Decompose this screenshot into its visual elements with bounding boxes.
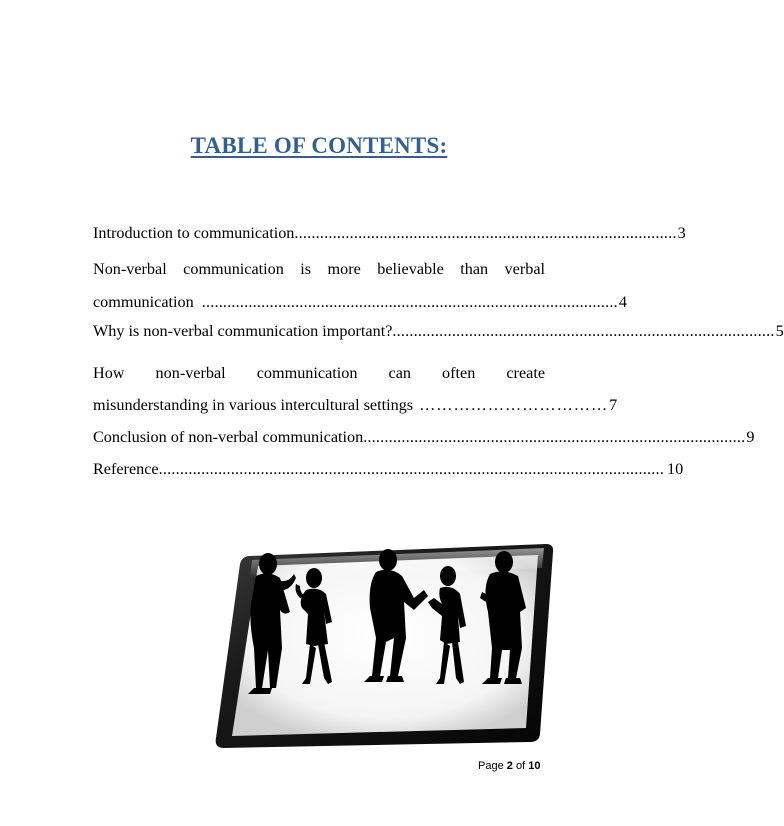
toc-leader-dots: …………………………… xyxy=(419,396,609,414)
toc-title: TABLE OF CONTENTS: xyxy=(190,133,448,158)
toc-entry-label: Introduction to communication xyxy=(93,224,295,242)
toc-page-number: 9 xyxy=(746,428,755,446)
footer-current-page: 2 xyxy=(506,760,513,772)
toc-entry-6[interactable] xyxy=(93,458,684,480)
footer-total-pages: 10 xyxy=(528,760,541,772)
toc-page-number: 5 xyxy=(775,322,784,340)
toc-entry-4[interactable] xyxy=(93,362,545,384)
toc-page-number: 3 xyxy=(677,224,686,242)
people-silhouettes-image xyxy=(210,538,556,750)
toc-entry-3[interactable] xyxy=(93,320,784,342)
toc-page-number: 7 xyxy=(609,396,618,414)
toc-leader-dots: ....................................................................................................................... xyxy=(158,460,664,478)
toc-entry-5[interactable] xyxy=(93,426,755,448)
toc-leader-dots: .......................................................................................... xyxy=(392,322,775,340)
toc-entry-2[interactable] xyxy=(93,258,545,280)
page-footer xyxy=(478,760,540,772)
toc-entry-label: Why is non-verbal communication important? xyxy=(93,322,393,340)
toc-entry-4-continued[interactable] xyxy=(93,394,618,416)
toc-entry-1[interactable] xyxy=(93,222,686,244)
toc-entry-label-line1: How non-verbal communication can often create xyxy=(93,364,545,382)
toc-entry-label: misunderstanding in various intercultural settings xyxy=(93,396,414,414)
toc-page-number: 10 xyxy=(667,460,684,478)
toc-entry-label: Reference xyxy=(93,460,159,478)
footer-of-label: of xyxy=(515,760,526,772)
toc-entry-label: communication xyxy=(93,293,194,311)
toc-leader-dots: .......................................................................................... xyxy=(363,428,746,446)
toc-page-number: 4 xyxy=(618,293,627,311)
toc-leader-dots: .......................................................................................... xyxy=(294,224,677,242)
toc-entry-2-continued[interactable] xyxy=(93,291,627,313)
toc-leader-dots: .................................................................................................. xyxy=(201,293,618,311)
toc-entry-label: Conclusion of non-verbal communication xyxy=(93,428,364,446)
toc-entry-label-line1: Non-verbal communication is more believable than verbal xyxy=(93,260,545,278)
footer-page-label: Page xyxy=(478,760,504,772)
